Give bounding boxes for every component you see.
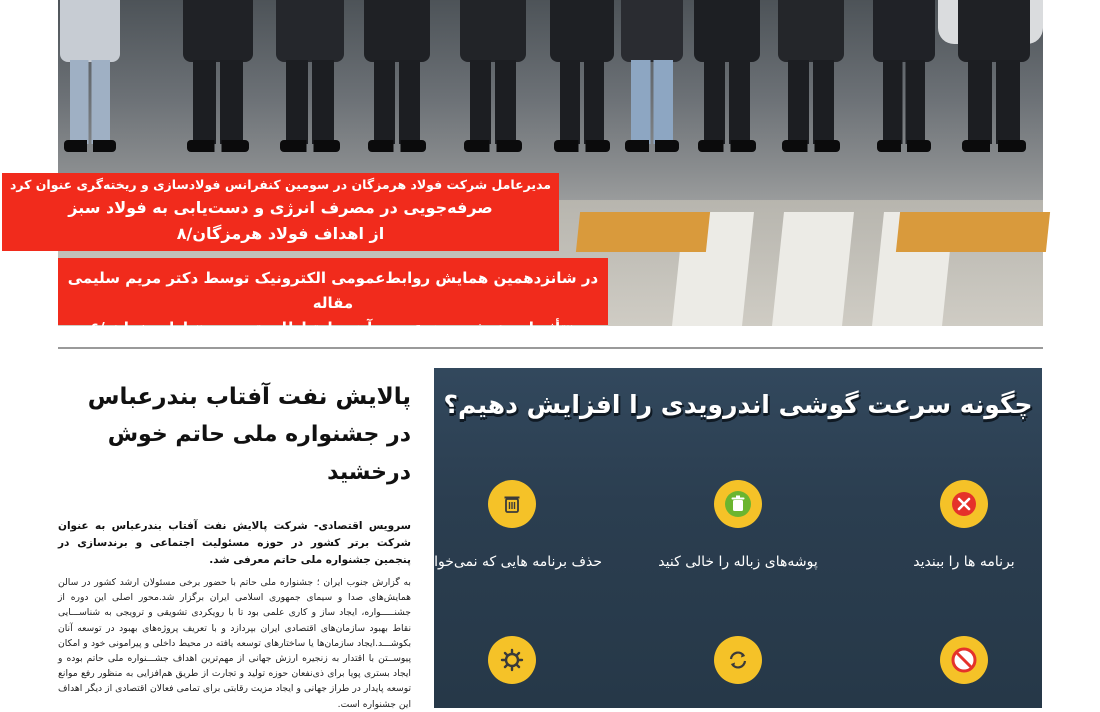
tip-label: حذف برنامه هایی که نمی‌خواهید (415, 554, 602, 570)
road-marking (576, 212, 710, 252)
settings-gear-icon (488, 636, 536, 684)
caption-secondary-line: در شانزدهمین همایش روابط‌عمومی الکترونیک توسط دکتر مریم سلیمی مقاله (67, 269, 599, 312)
delete-app-icon (488, 480, 536, 528)
tip-empty-trash (648, 480, 828, 570)
caption-kicker: مدیرعامل شرکت فولاد هرمزگان در سومین کنفرانس فولادسازی و ریخته‌گری عنوان کرد (9, 177, 552, 192)
section-divider (58, 347, 1043, 349)
article-body: به گزارش جنوب ایران ؛ جشنواره ملی حاتم با حضور برخی مسئولان ارشد کشور در سالن همایش‌های صدا و سیمای جمهوری اسلامی ایران برگزار شد.محور اصلی این دوره از جشنـــــواره، ایجاد ساز و کاری علمی بود تا با رویکردی تشویقی و ترویجی به شناســـایی نقاط بهبود سازمان‌های اقتصادی ایران بپردازد و با تعریف پروژه‌های بهبود در توسعه آنان بکوشـــد.ایجاد سازمان‌ها یا ساختارهای توسعه یافته در محیط داخلی و پیرامونی خود و امکان پیوســتن با اقتدار به زنجیره ارزش جهانی از مهم‌ترین اهداف جشـــنواره ملی حاتم بوده و ایجاد بستری پویا برای ذی‌نفعان حوزه تولید و تجارت از طریق هم‌افزایی به منظور رفع موانع توسعه پایدار در طراز جهانی و ایجاد مزیت رقابتی برای تمامی فعالان اقتصادی از دیگر اهداف این جشنواره است. (58, 577, 411, 710)
infographic-title: چگونه سرعت گوشی اندرویدی را افزایش دهیم؟ (443, 390, 1033, 419)
photo-caption-secondary (58, 258, 608, 337)
news-article (58, 378, 411, 712)
tip-close-apps (874, 480, 1054, 570)
tip-delete-apps (415, 480, 602, 570)
article-title: پالایش نفت آفتاب بندرعباس (87, 384, 411, 410)
tip-prohibited (874, 636, 1054, 684)
road-marking (896, 212, 1050, 252)
caption-secondary-line: «تأثیرات هوش مصنوعی بر آینده ارتباطات تصویری» ارایه خواهد/۶ (90, 319, 576, 337)
close-circle-icon (940, 480, 988, 528)
caption-headline: صرفه‌جویی در مصرف انرژی و دست‌یابی به فولاد سبز (68, 198, 493, 217)
photo-caption-main (2, 173, 559, 251)
crosswalk-stripe (772, 212, 854, 326)
tip-label: پوشه‌های زباله را خالی کنید (658, 554, 818, 570)
tip-settings (422, 636, 602, 684)
prohibited-icon (940, 636, 988, 684)
article-lead: سرویس اقتصادی- شرکت پالایش نفت آفتاب بندرعباس به عنوان شرکت برتر کشور در حوزه مسئولیت اجتماعی و برندسازی در پنجمین جشنواره ملی حاتم معرفی شد. (58, 520, 411, 566)
article-title-line-2: در جشنواره ملی حاتم خوش درخشید (107, 422, 411, 485)
tip-refresh (648, 636, 828, 684)
trash-icon (714, 480, 762, 528)
tip-label: برنامه ها را ببندید (913, 554, 1015, 570)
android-speed-infographic (415, 368, 1042, 708)
caption-headline-page-ref: از اهداف فولاد هرمزگان/۸ (176, 224, 385, 243)
refresh-icon (714, 636, 762, 684)
